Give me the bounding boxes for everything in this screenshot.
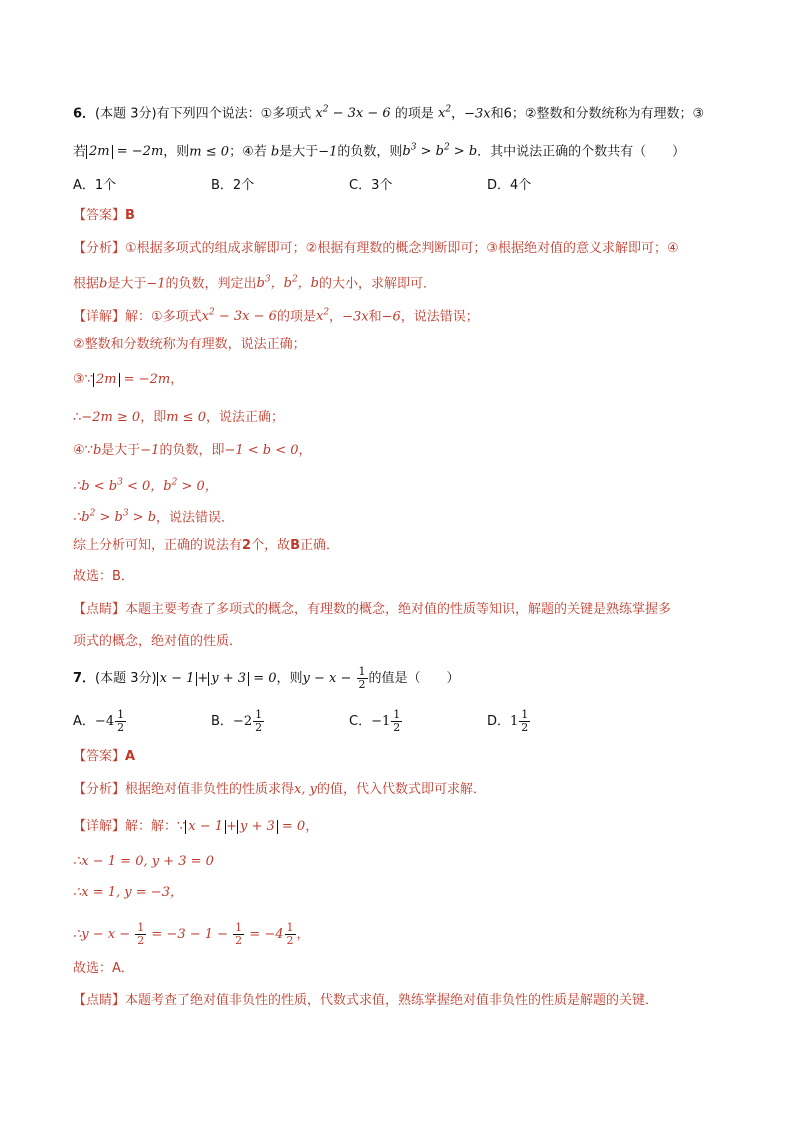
math-neg1: −1: [146, 276, 166, 292]
analysis-text: 的大小，求解即可．: [319, 276, 437, 292]
q7-stem: [73, 666, 460, 691]
math-x-squared: $x^2$: [315, 308, 330, 325]
q7-detail-line-1: 【详解】解：解：∵ x − 1 + y + 3 = 0，: [73, 819, 319, 834]
math-term: −3x: [464, 106, 491, 122]
q6-stem-line-2: [73, 137, 685, 163]
q6-number: 6．: [73, 106, 96, 122]
math-x-squared: $x^2$: [438, 105, 452, 122]
math-line: $\therefore b^2 > b^3 > b$: [73, 509, 157, 526]
q6-text: 和6；②整数和分数统称为有理数；③: [490, 106, 705, 122]
q6-option-b[interactable]: B．2个: [211, 178, 255, 193]
q6-text: 若: [73, 144, 87, 160]
math-m-le-0: m ≤ 0: [166, 410, 206, 425]
answer-value: A: [125, 749, 136, 764]
detail-text: 解：①多项式: [125, 309, 202, 325]
q7-number: 7．: [73, 671, 96, 686]
detail-text: 是大于: [101, 443, 141, 458]
fraction-half: $\frac{1}{2}$: [235, 921, 243, 947]
comment-tag: 【点睛】: [73, 602, 126, 617]
detail-text: 解：解：∵: [125, 819, 186, 834]
math-powers: $b^3$，$b^2$，b: [256, 275, 319, 292]
conclusion-text: B: [290, 538, 300, 553]
detail-text: 的负数，即: [159, 443, 225, 458]
math-neg6: −6: [381, 309, 401, 325]
q6-text: ，则: [163, 144, 190, 160]
q6-text: 的项是: [394, 106, 434, 122]
q6-detail-line-5: ④∵b是大于−1的负数，即−1 < b < 0，: [73, 443, 312, 458]
q6-analysis-line-2: [73, 269, 436, 295]
fraction-half: $\frac{1}{2}$: [358, 665, 366, 691]
detail-text: ∴: [73, 410, 82, 425]
q7-analysis: [73, 779, 486, 801]
fraction-half: $\frac{1}{2}$: [286, 921, 294, 947]
q7-option-c[interactable]: C．−1 $\frac{1}{2}$: [349, 708, 401, 734]
q7-answer: [73, 746, 135, 768]
q6-meta: (本题 3分): [95, 106, 157, 122]
q6-analysis-line-1: [73, 238, 679, 260]
comment-text: 本题考查了绝对值非负性的性质，代数式求值，熟练掌握绝对值非负性的性质是解题的关键．: [125, 993, 659, 1008]
q7-comment: [73, 990, 658, 1012]
math-polynomial: $x^2 - 3x - 6$: [315, 105, 391, 122]
answer-tag: 【答案】: [73, 208, 126, 223]
math-expr: y − x −: [302, 671, 356, 686]
q7-options: [73, 709, 625, 734]
conclusion-text: 综上分析可知，正确的说法有: [73, 538, 243, 553]
math-b: b: [92, 443, 102, 458]
q6-text: ．其中说法正确的个数共有（ ）: [477, 144, 686, 160]
comment-text: 本题主要考查了多项式的概念，有理数的概念，绝对值的性质等知识，解题的关键是熟练掌握多: [125, 602, 672, 617]
q6-text: 是大于: [279, 144, 319, 160]
q6-options: [73, 175, 625, 197]
q6-detail-line-6: [73, 472, 218, 498]
math-m-le-0: m ≤ 0: [189, 144, 230, 160]
q6-detail-line-1: 【详解】解：①多项式$x^2 - 3x - 6$的项是$x^2$，−3x和−6，说法错误；: [73, 308, 479, 325]
q7-text: 的值是（ ）: [368, 671, 460, 686]
analysis-text: ①根据多项式的组成求解即可；②根据有理数的概念判断即可；③根据绝对值的意义求解即可；④: [125, 241, 679, 256]
q7-text: ，则: [276, 671, 303, 686]
detail-text: ③∵: [73, 372, 93, 387]
q7-choose: 故选：A．: [73, 961, 134, 976]
q6-option-d[interactable]: D．4个: [487, 178, 532, 193]
q6-choose: 故选：B．: [73, 569, 134, 584]
q7-option-a[interactable]: A．−4 $\frac{1}{2}$: [73, 708, 125, 734]
math-neg2m: −2m ≥ 0: [81, 410, 141, 425]
q7-detail-line-3: [73, 882, 183, 904]
math-line: ∴x = 1, y = −3，: [73, 885, 183, 900]
math-b: b: [270, 144, 280, 160]
math-abs-2m: 2m = −2m: [93, 372, 170, 387]
q6-statement-1: ①多项式: [260, 106, 312, 122]
conclusion-text: 2: [242, 538, 252, 553]
q6-detail-line-7: [73, 503, 234, 529]
math-line: ∴b < $b^3 < 0$，$b^2 > 0$，: [73, 478, 218, 495]
analysis-text: 根据绝对值非负性的性质求得: [125, 782, 295, 797]
math-b: b: [99, 276, 108, 292]
comment-tag: 【点睛】: [73, 993, 126, 1008]
q6-option-c[interactable]: C．3个: [349, 178, 393, 193]
q6-conclusion: [73, 535, 339, 557]
math-range: −1 < b < 0: [224, 443, 299, 458]
q6-detail-line-3: ③∵ 2m = −2m，: [73, 372, 184, 387]
q6-answer: [73, 205, 135, 227]
detail-tag: 【详解】: [73, 309, 126, 325]
math-abs-eq: x − 1 + y + 3 = 0: [157, 671, 277, 686]
math-abs-2m: 2m = −2m: [86, 144, 163, 159]
math-xy: x, y: [294, 782, 317, 797]
fraction-half: $\frac{1}{2}$: [137, 921, 145, 947]
detail-text: ，说法正确；: [205, 410, 284, 425]
q6-comment-line-1: [73, 599, 671, 621]
conclusion-text: 正确．: [300, 538, 340, 553]
q7-detail-line-4: ∴y − x − $\frac{1}{2}$ = −3 − 1 − $\frac{1}{2}$ = −4 $\frac{1}{2}$ ，: [73, 921, 310, 947]
analysis-tag: 【分析】: [73, 241, 126, 256]
math-line: ∴y − x −: [73, 927, 135, 942]
math-inequality: $b^3 > b^2 > b$: [402, 143, 478, 160]
analysis-text: 的值，代入代数式即可求解．: [316, 782, 486, 797]
q7-option-d[interactable]: D．1 $\frac{1}{2}$: [487, 708, 529, 734]
q6-option-a[interactable]: A．1个: [73, 178, 117, 193]
detail-tag: 【详解】: [73, 819, 126, 834]
detail-text: 和: [368, 309, 382, 325]
q6-text: ；④若: [229, 144, 267, 160]
q6-intro: 有下列四个说法：: [156, 106, 261, 122]
analysis-text: 根据: [73, 276, 100, 292]
analysis-tag: 【分析】: [73, 782, 126, 797]
math-abs-eq: x − 1 + y + 3 = 0: [185, 819, 305, 834]
analysis-text: 是大于: [107, 276, 147, 292]
math-line: ∴x − 1 = 0, y + 3 = 0: [73, 854, 214, 869]
answer-tag: 【答案】: [73, 749, 126, 764]
q7-detail-line-2: [73, 851, 214, 873]
answer-value: B: [125, 208, 135, 223]
detail-text: ，说法错误．: [156, 510, 235, 526]
conclusion-text: 个，故: [251, 538, 291, 553]
detail-text: 的项是: [276, 309, 316, 325]
math-neg1: −1: [318, 144, 338, 160]
detail-text: ，即: [140, 410, 167, 425]
q6-detail-line-2: ②整数和分数统称为有理数，说法正确；: [73, 337, 306, 352]
math-polynomial: $x^2 - 3x - 6$: [201, 308, 277, 325]
detail-text: ④∵: [73, 443, 93, 458]
q7-meta: (本题 3分): [95, 671, 157, 686]
q6-stem-line-1: 6．(本题 3分)有下列四个说法：①多项式 $x^2 - 3x - 6$ 的项是 $x^2$，−3x和6；②整数和分数统称为有理数；③: [73, 105, 705, 122]
q7-option-b[interactable]: B．−2 $\frac{1}{2}$: [211, 708, 263, 734]
math-term: −3x: [342, 309, 369, 325]
analysis-text: 的负数，判定出: [165, 276, 257, 292]
q6-detail-line-4: [73, 407, 284, 429]
q6-text: 的负数，则: [337, 144, 403, 160]
detail-text: ，说法错误；: [400, 309, 479, 325]
math-neg1: −1: [140, 443, 160, 458]
q6-comment-line-2: 项式的概念，绝对值的性质．: [73, 634, 243, 649]
